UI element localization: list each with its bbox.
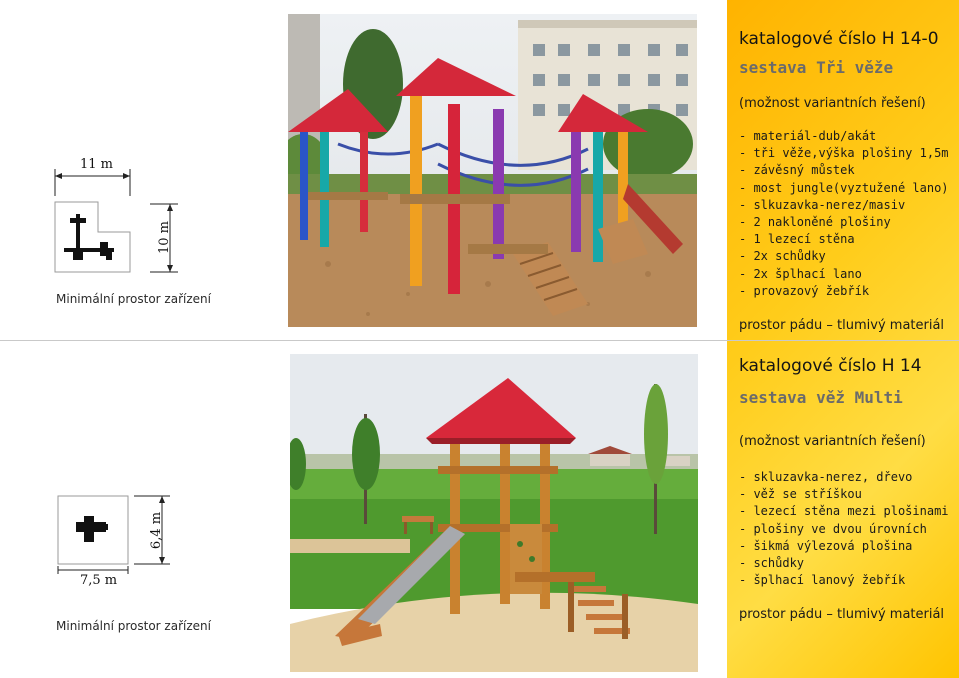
dimension-height-1: 10 m: [157, 220, 173, 255]
dimension-width-2: 7,5 m: [80, 573, 118, 588]
feature-item: - věž se stříškou: [739, 487, 862, 502]
min-space-label-2: Minimální prostor zařízení: [56, 619, 211, 633]
min-space-label-1: Minimální prostor zařízení: [56, 292, 211, 306]
catalog-number-1: katalogové číslo H 14-0: [739, 29, 939, 49]
set-name-2: sestava věž Multi: [739, 388, 903, 407]
feature-item: - most jungle(vyztužené lano): [739, 180, 949, 195]
catalog-number-2: katalogové číslo H 14: [739, 356, 922, 376]
feature-item: - slkuzavka-nerez/masiv: [739, 197, 906, 212]
dimension-width-1: 11 m: [80, 157, 114, 172]
feature-item: - 2 nakloněné plošiny: [739, 215, 891, 230]
feature-item: - plošiny ve dvou úrovních: [739, 521, 927, 536]
variants-note-2: (možnost variantních řešení): [739, 434, 926, 449]
feature-list-1: [739, 128, 949, 300]
feature-list-2: [739, 469, 949, 589]
feature-item: - lezecí stěna mezi plošinami: [739, 504, 949, 519]
feature-item: - závěsný můstek: [739, 163, 855, 178]
fall-zone-note-1: prostor pádu – tlumivý materiál: [739, 318, 945, 333]
feature-item: - schůdky: [739, 556, 805, 571]
fall-zone-note-2: prostor pádu – tlumivý materiál: [739, 607, 945, 622]
feature-item: - provazový žebřík: [739, 283, 870, 298]
feature-item: - tři věže,výška plošiny 1,5m: [739, 146, 949, 161]
feature-item: - skluzavka-nerez, dřevo: [739, 470, 913, 484]
dimension-height-2: 6,4 m: [149, 511, 165, 550]
feature-item: - 1 lezecí stěna: [739, 232, 855, 247]
feature-item: - 2x schůdky: [739, 249, 826, 264]
set-name-1: sestava Tři věže: [739, 58, 894, 77]
feature-item: - 2x šplhací lano: [739, 266, 862, 281]
playground-three-towers-photo: [288, 14, 697, 327]
section-divider: [0, 340, 959, 341]
feature-item: - šplhací lanový žebřík: [739, 573, 906, 588]
feature-item: - šikmá výlezová plošina: [739, 538, 913, 553]
playground-tower-slide-photo: [290, 354, 698, 672]
variants-note-1: (možnost variantních řešení): [739, 96, 926, 111]
feature-item: - materiál-dub/akát: [739, 129, 877, 143]
